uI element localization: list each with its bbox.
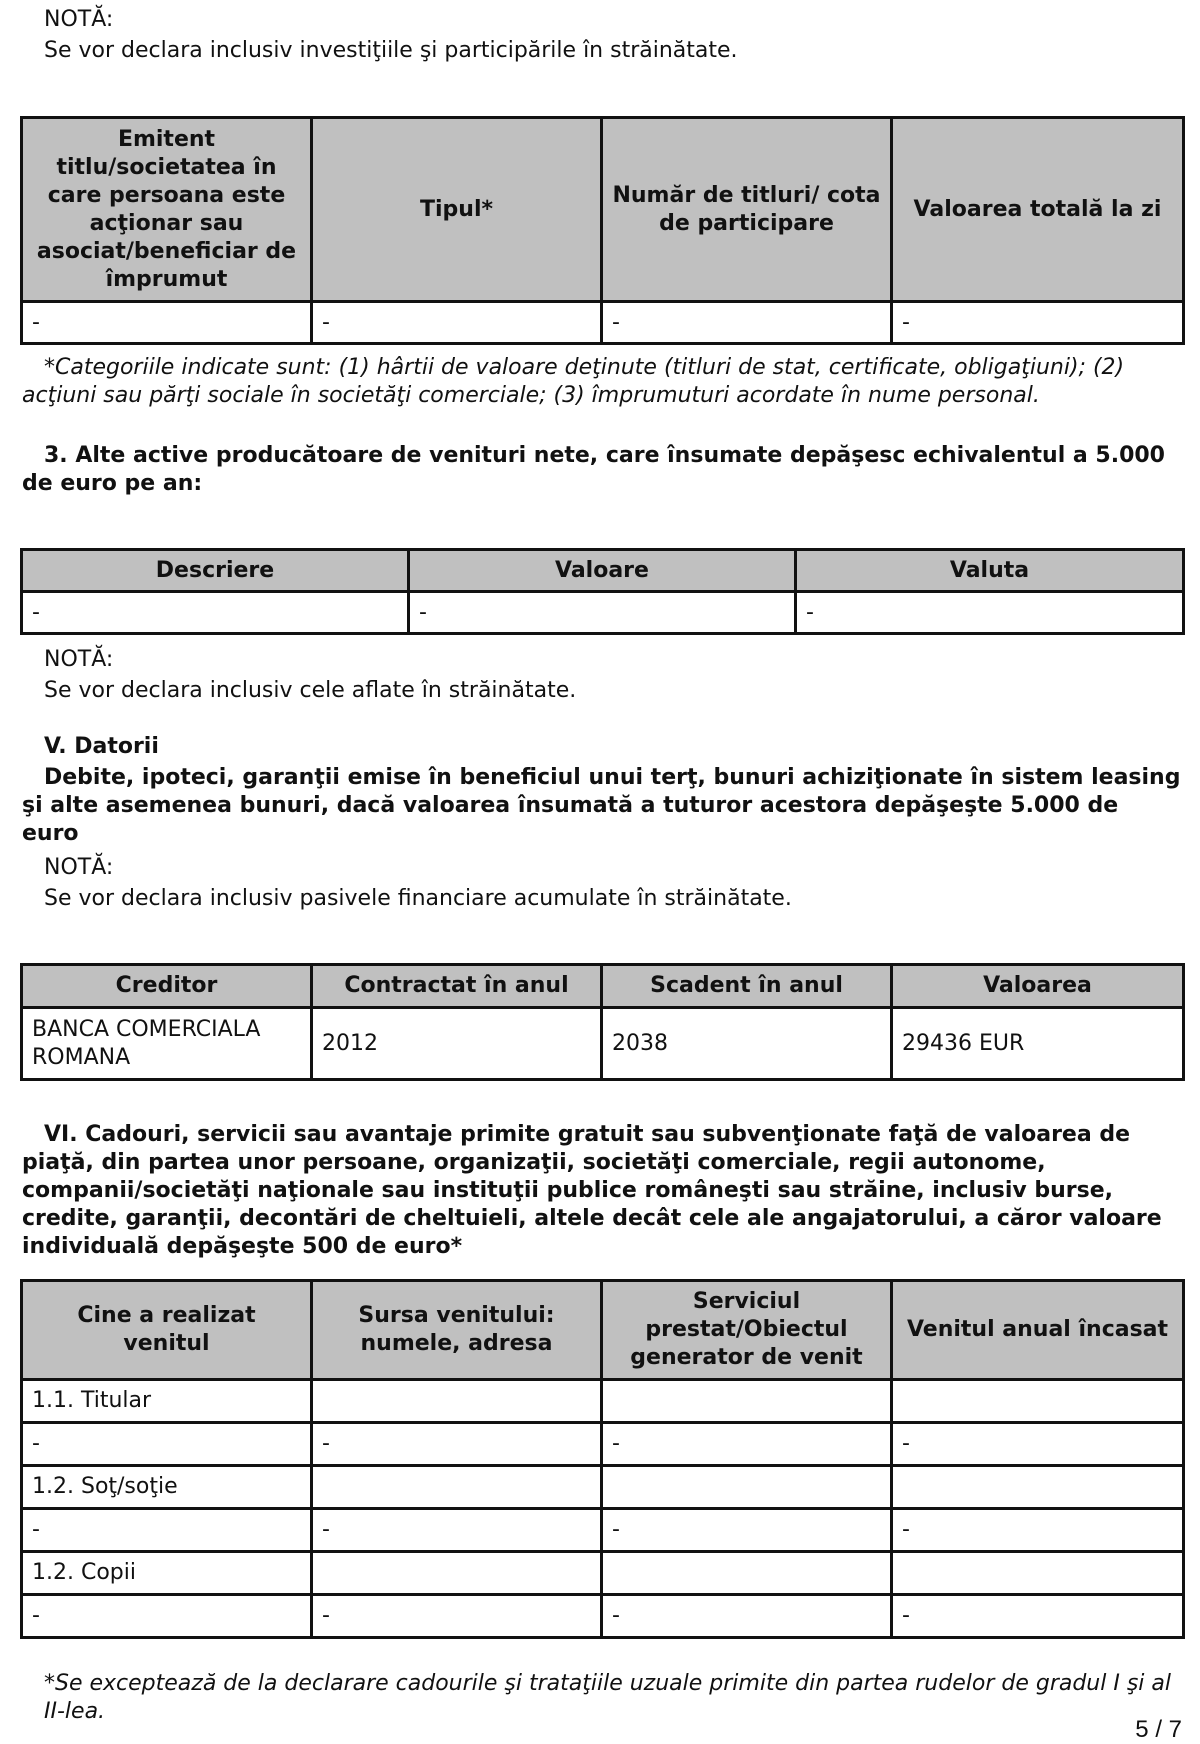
cell: - xyxy=(22,592,409,634)
cell xyxy=(892,1552,1184,1595)
cell: - xyxy=(602,1509,892,1552)
header-currency: Valuta xyxy=(796,550,1184,592)
cell-amount: 29436 EUR xyxy=(892,1008,1184,1080)
cell: - xyxy=(892,1509,1184,1552)
cell xyxy=(602,1466,892,1509)
header-total-value: Valoarea totală la zi xyxy=(892,118,1184,302)
header-income-recipient: Cine a realizat venitul xyxy=(22,1281,312,1380)
header-creditor: Creditor xyxy=(22,965,312,1008)
table-row xyxy=(22,302,1184,344)
note-text: Se vor declara inclusiv investiţiile şi participările în străinătate. xyxy=(44,38,738,63)
table-header-row xyxy=(22,118,1184,302)
table-row xyxy=(22,1552,1184,1595)
header-value: Valoare xyxy=(409,550,796,592)
table-row xyxy=(22,1595,1184,1638)
cell-due-year: 2038 xyxy=(602,1008,892,1080)
header-description: Descriere xyxy=(22,550,409,592)
table-header-row xyxy=(22,1281,1184,1380)
table-row xyxy=(22,1380,1184,1423)
cell-contracted-year: 2012 xyxy=(312,1008,602,1080)
header-due-year: Scadent în anul xyxy=(602,965,892,1008)
header-type: Tipul* xyxy=(312,118,602,302)
note-investments xyxy=(44,4,738,66)
note-abroad-assets xyxy=(44,644,576,706)
cell xyxy=(602,1552,892,1595)
cell: - xyxy=(892,302,1184,344)
header-service: Serviciul prestat/Obiectul generator de venit xyxy=(602,1281,892,1380)
note-label: NOTĂ: xyxy=(44,7,114,32)
cell xyxy=(312,1552,602,1595)
cell xyxy=(312,1380,602,1423)
header-issuer: Emitent titlu/societatea în care persoana este acţionar sau asociat/beneficiar de împrumut xyxy=(22,118,312,302)
debts-table xyxy=(20,963,1185,1081)
cell: - xyxy=(409,592,796,634)
header-shares: Număr de titluri/ cota de participare xyxy=(602,118,892,302)
header-annual-income: Venitul anual încasat xyxy=(892,1281,1184,1380)
table-row xyxy=(22,1423,1184,1466)
table-header-row xyxy=(22,550,1184,592)
section-3-heading: 3. Alte active producătoare de venituri nete, care însumate depăşesc echivalentul a 5.000 de euro pe an: xyxy=(22,443,1165,496)
header-income-source: Sursa venitului: numele, adresa xyxy=(312,1281,602,1380)
note-label: NOTĂ: xyxy=(44,647,114,672)
cell: - xyxy=(602,1423,892,1466)
section-v-title: V. Datorii xyxy=(44,734,159,759)
table-row xyxy=(22,1466,1184,1509)
note-text: Se vor declara inclusiv pasivele financiare acumulate în străinătate. xyxy=(44,886,792,911)
gifts-table xyxy=(20,1279,1185,1639)
cell: - xyxy=(892,1595,1184,1638)
cell xyxy=(892,1466,1184,1509)
cell: - xyxy=(22,302,312,344)
cell: - xyxy=(312,302,602,344)
cell: - xyxy=(312,1595,602,1638)
cell: 1.1. Titular xyxy=(22,1380,312,1423)
cell: - xyxy=(22,1595,312,1638)
categories-footnote: *Categoriile indicate sunt: (1) hârtii de valoare deţinute (titluri de stat, certificate, obligaţiuni); (2) acţiuni sau părţi sociale în societăţi comerciale; (3) împrumuturi acordate în nume personal. xyxy=(22,355,1125,408)
cell: - xyxy=(796,592,1184,634)
note-label: NOTĂ: xyxy=(44,855,114,880)
page-number: 5 / 7 xyxy=(1135,1716,1182,1743)
cell: 1.2. Soţ/soţie xyxy=(22,1466,312,1509)
cell xyxy=(312,1466,602,1509)
cell: - xyxy=(22,1509,312,1552)
header-amount: Valoarea xyxy=(892,965,1184,1008)
investments-table xyxy=(20,116,1185,345)
header-contracted-year: Contractat în anul xyxy=(312,965,602,1008)
cell xyxy=(602,1380,892,1423)
table-row xyxy=(22,1509,1184,1552)
note-text: Se vor declara inclusiv cele aflate în străinătate. xyxy=(44,678,577,703)
table-row xyxy=(22,592,1184,634)
cell-creditor: BANCA COMERCIALA ROMANA xyxy=(22,1008,312,1080)
cell: - xyxy=(312,1509,602,1552)
cell: 1.2. Copii xyxy=(22,1552,312,1595)
cell: - xyxy=(312,1423,602,1466)
other-assets-table xyxy=(20,548,1185,635)
section-v-description: Debite, ipoteci, garanţii emise în beneficiul unui terţ, bunuri achiziţionate în sistem leasing şi alte asemenea bunuri, dacă valoarea însumată a tuturor acestora depăşeşte 5.000 de euro xyxy=(22,765,1181,846)
section-vi-heading: VI. Cadouri, servicii sau avantaje primite gratuit sau subvenţionate faţă de valoarea de piaţă, din partea unor persoane, organizaţii, societăţi comerciale, regii autonome, companii/societăţi naţionale sau instituţii publice româneşti sau străine, inclusiv burse, credite, garanţii, decontări de cheltuieli, altele decât cele ale angajatorului, a căror valoare individuală depăşeşte 500 de euro* xyxy=(22,1122,1162,1259)
cell: - xyxy=(892,1423,1184,1466)
table-row xyxy=(22,1008,1184,1080)
cell xyxy=(892,1380,1184,1423)
cell: - xyxy=(22,1423,312,1466)
table-header-row xyxy=(22,965,1184,1008)
cell: - xyxy=(602,1595,892,1638)
gifts-footnote: *Se exceptează de la declarare cadourile şi trataţiile uzuale primite din partea rudelor de gradul I şi al II-lea. xyxy=(44,1671,1171,1724)
note-liabilities xyxy=(44,852,792,914)
cell: - xyxy=(602,302,892,344)
